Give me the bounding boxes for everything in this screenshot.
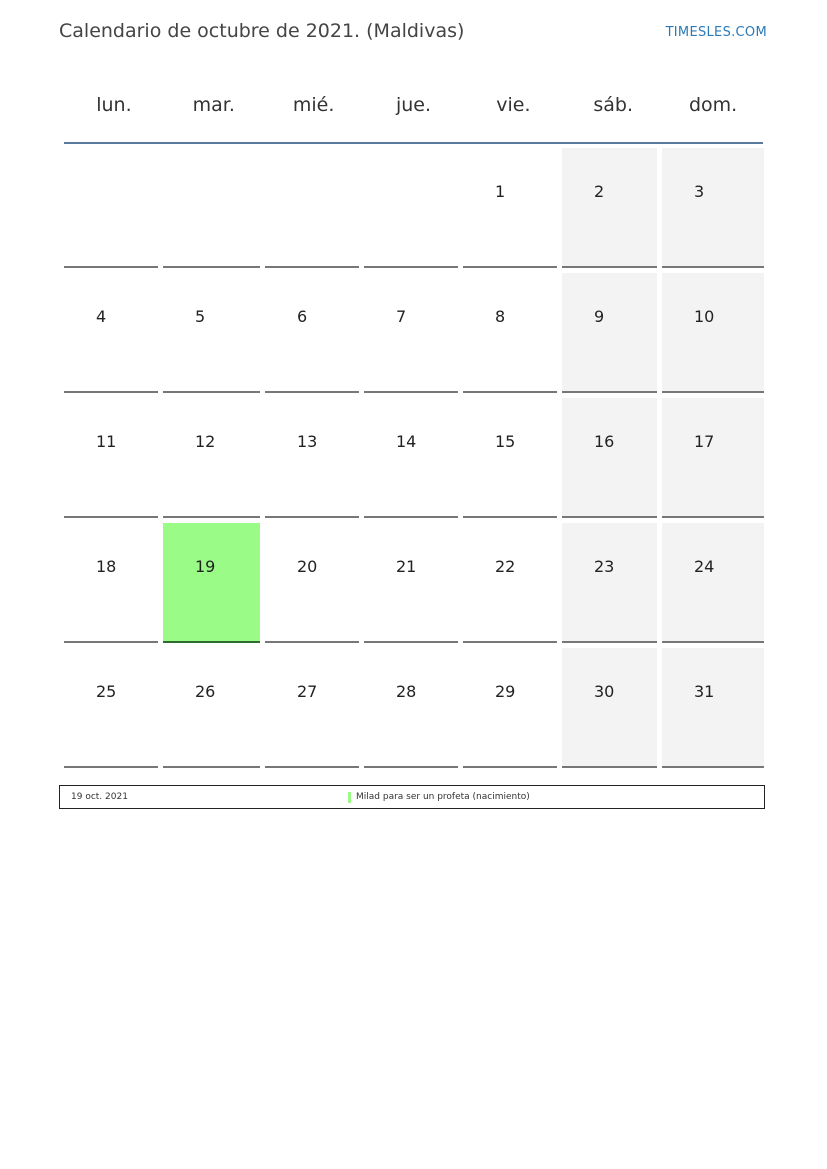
day-cell[interactable] — [662, 148, 764, 268]
day-cell[interactable] — [662, 523, 764, 643]
day-number: 10 — [694, 307, 715, 326]
day-cell[interactable] — [463, 523, 557, 643]
day-cell[interactable] — [364, 398, 458, 518]
day-number: 9 — [594, 307, 605, 326]
day-cell[interactable] — [265, 398, 359, 518]
day-number: 15 — [495, 432, 516, 451]
day-number: 26 — [195, 682, 216, 701]
day-cell[interactable] — [562, 148, 657, 268]
weekday-label: sáb. — [593, 94, 634, 116]
day-number: 11 — [96, 432, 117, 451]
day-cell[interactable] — [562, 273, 657, 393]
weekday-header-row — [64, 68, 763, 144]
day-cell[interactable] — [64, 398, 158, 518]
empty-day-cell — [364, 148, 458, 268]
day-cell[interactable] — [163, 523, 260, 643]
day-number: 6 — [297, 307, 308, 326]
day-number: 27 — [297, 682, 318, 701]
day-number: 17 — [694, 432, 715, 451]
calendar — [64, 68, 763, 768]
day-number: 2 — [594, 182, 605, 201]
weekday-label: mié. — [292, 94, 335, 116]
day-number: 4 — [96, 307, 107, 326]
day-cell[interactable] — [463, 398, 557, 518]
empty-day-cell — [163, 148, 260, 268]
day-number: 16 — [594, 432, 615, 451]
weekday-label: jue. — [395, 94, 432, 116]
day-number: 12 — [195, 432, 216, 451]
day-cell[interactable] — [163, 398, 260, 518]
day-number: 1 — [495, 182, 506, 201]
day-number: 8 — [495, 307, 506, 326]
day-cell[interactable] — [562, 523, 657, 643]
day-cell[interactable] — [364, 648, 458, 768]
day-cell[interactable] — [64, 648, 158, 768]
day-number: 25 — [96, 682, 117, 701]
day-cell[interactable] — [364, 273, 458, 393]
day-cell[interactable] — [463, 648, 557, 768]
page-title: Calendario de octubre de 2021. (Maldivas) — [59, 20, 465, 42]
day-number: 3 — [694, 182, 705, 201]
day-cell[interactable] — [265, 523, 359, 643]
day-grid — [64, 148, 763, 768]
holiday-date: 19 oct. 2021 — [71, 792, 128, 802]
day-cell[interactable] — [662, 398, 764, 518]
day-number: 31 — [694, 682, 715, 701]
day-number: 30 — [594, 682, 615, 701]
weekday-label: lun. — [96, 94, 132, 116]
day-number: 23 — [594, 557, 615, 576]
day-number: 29 — [495, 682, 516, 701]
day-number: 28 — [396, 682, 417, 701]
day-cell[interactable] — [163, 648, 260, 768]
day-cell[interactable] — [364, 523, 458, 643]
day-number: 24 — [694, 557, 715, 576]
day-number: 21 — [396, 557, 417, 576]
day-number: 22 — [495, 557, 516, 576]
day-cell[interactable] — [463, 148, 557, 268]
holiday-name: Milad para ser un profeta (nacimiento) — [356, 792, 530, 802]
weekday-label: vie. — [496, 94, 531, 116]
day-number: 18 — [96, 557, 117, 576]
holiday-legend — [59, 785, 765, 809]
day-cell[interactable] — [562, 648, 657, 768]
weekday-label: mar. — [192, 94, 235, 116]
day-number: 13 — [297, 432, 318, 451]
day-cell[interactable] — [64, 273, 158, 393]
weekday-label: dom. — [688, 94, 738, 116]
brand-link[interactable]: TIMESLES.COM — [665, 25, 767, 40]
day-number: 19 — [195, 557, 216, 576]
empty-day-cell — [64, 148, 158, 268]
day-number: 20 — [297, 557, 318, 576]
empty-day-cell — [265, 148, 359, 268]
day-cell[interactable] — [64, 523, 158, 643]
day-number: 7 — [396, 307, 407, 326]
day-cell[interactable] — [163, 273, 260, 393]
day-cell[interactable] — [265, 273, 359, 393]
day-number: 5 — [195, 307, 206, 326]
holiday-color-marker — [348, 792, 351, 803]
day-cell[interactable] — [463, 273, 557, 393]
day-cell[interactable] — [662, 273, 764, 393]
day-number: 14 — [396, 432, 417, 451]
day-cell[interactable] — [265, 648, 359, 768]
day-cell[interactable] — [662, 648, 764, 768]
day-cell[interactable] — [562, 398, 657, 518]
